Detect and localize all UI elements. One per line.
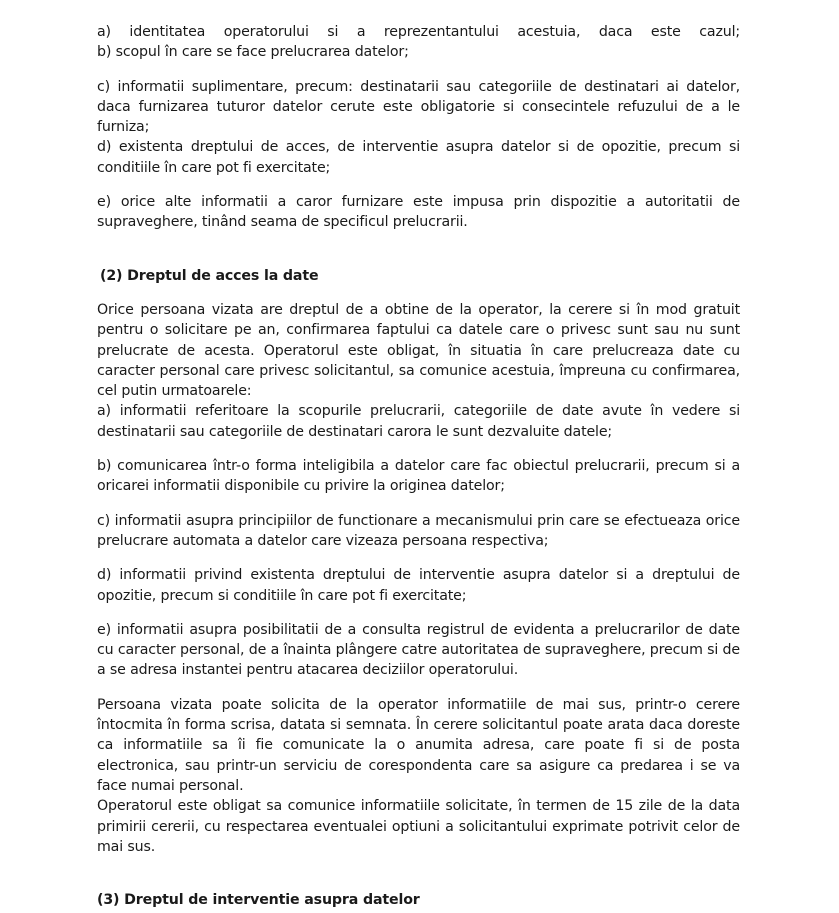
s1-item-d: d) existenta dreptului de acces, de interventie asupra datelor si de opozitie, precum si conditiile în care pot fi exercitate; <box>97 139 740 176</box>
s1-item-e: e) orice alte informatii a caror furnizare este impusa prin dispozitie a autoritatii de supraveghere, tinând seama de specificul prelucrarii. <box>97 194 740 231</box>
section-2-heading: (2) Dreptul de acces la date <box>100 267 319 284</box>
s2-item-c: c) informatii asupra principiilor de functionare a mecanismului prin care se efectueaza orice prelucrare automata a datelor care vizeaza persoana respectiva; <box>97 512 740 549</box>
s1-item-a: a) identitatea operatorului si a reprezentantului acestuia, daca este cazul; <box>97 24 740 40</box>
s1-item-c: c) informatii suplimentare, precum: destinatarii sau categoriile de destinatari ai datelor, daca furnizarea tuturor datelor cerute este obligatorie si consecintele refuzului de a le furniza; <box>97 78 740 136</box>
s2-item-e: e) informatii asupra posibilitatii de a consulta registrul de evidenta a prelucrarilor de date cu caracter personal, de a înainta plângere catre autoritatea de supraveghere, precum si de a se adresa instantei pentru atacarea deciziilor operatorului. <box>97 621 740 679</box>
s2-intro: Orice persoana vizata are dreptul de a obtine de la operator, la cerere si în mod gratuit pentru o solicitare pe an, confirmarea faptului ca datele care o privesc sunt sau nu sunt prelucrate de acesta. Operatorul este obligat, în situatia în care prelucreaza date cu caracter personal care privesc solicitantul, sa comunice acestuia, împreuna cu confirmarea, cel putin urmatoarele: <box>97 301 740 400</box>
document-page <box>97 22 740 910</box>
s2-item-d: d) informatii privind existenta dreptului de interventie asupra datelor si a dreptului de opozitie, precum si conditiile în care pot fi exercitate; <box>97 567 740 604</box>
s2-item-b: b) comunicarea într-o forma inteligibila a datelor care fac obiectul prelucrarii, precum si a oricarei informatii disponibile cu privire la originea datelor; <box>97 458 740 495</box>
section-3-heading: (3) Dreptul de interventie asupra datelor <box>97 892 420 909</box>
s2-para-obligation: Operatorul este obligat sa comunice informatiile solicitate, în termen de 15 zile de la data primirii cererii, cu respectarea eventualei optiuni a solicitantului exprimate potrivit celor de mai sus. <box>97 798 740 855</box>
s1-item-b: b) scopul în care se face prelucrarea datelor; <box>97 44 409 61</box>
s2-para-request: Persoana vizata poate solicita de la operator informatiile de mai sus, printr-o cerere întocmita în forma scrisa, datata si semnata. În cerere solicitantul poate arata daca doreste ca informatiile sa îi fie comunicate la o anumita adresa, care poate fi si de posta electronica, sau printr-un serviciu de corespondenta care sa asigure ca predarea i se va face numai personal. <box>97 696 740 794</box>
s2-item-a: a) informatii referitoare la scopurile prelucrarii, categoriile de date avute în vedere si destinatarii sau categoriile de destinatari carora le sunt dezvaluite datele; <box>97 403 740 440</box>
